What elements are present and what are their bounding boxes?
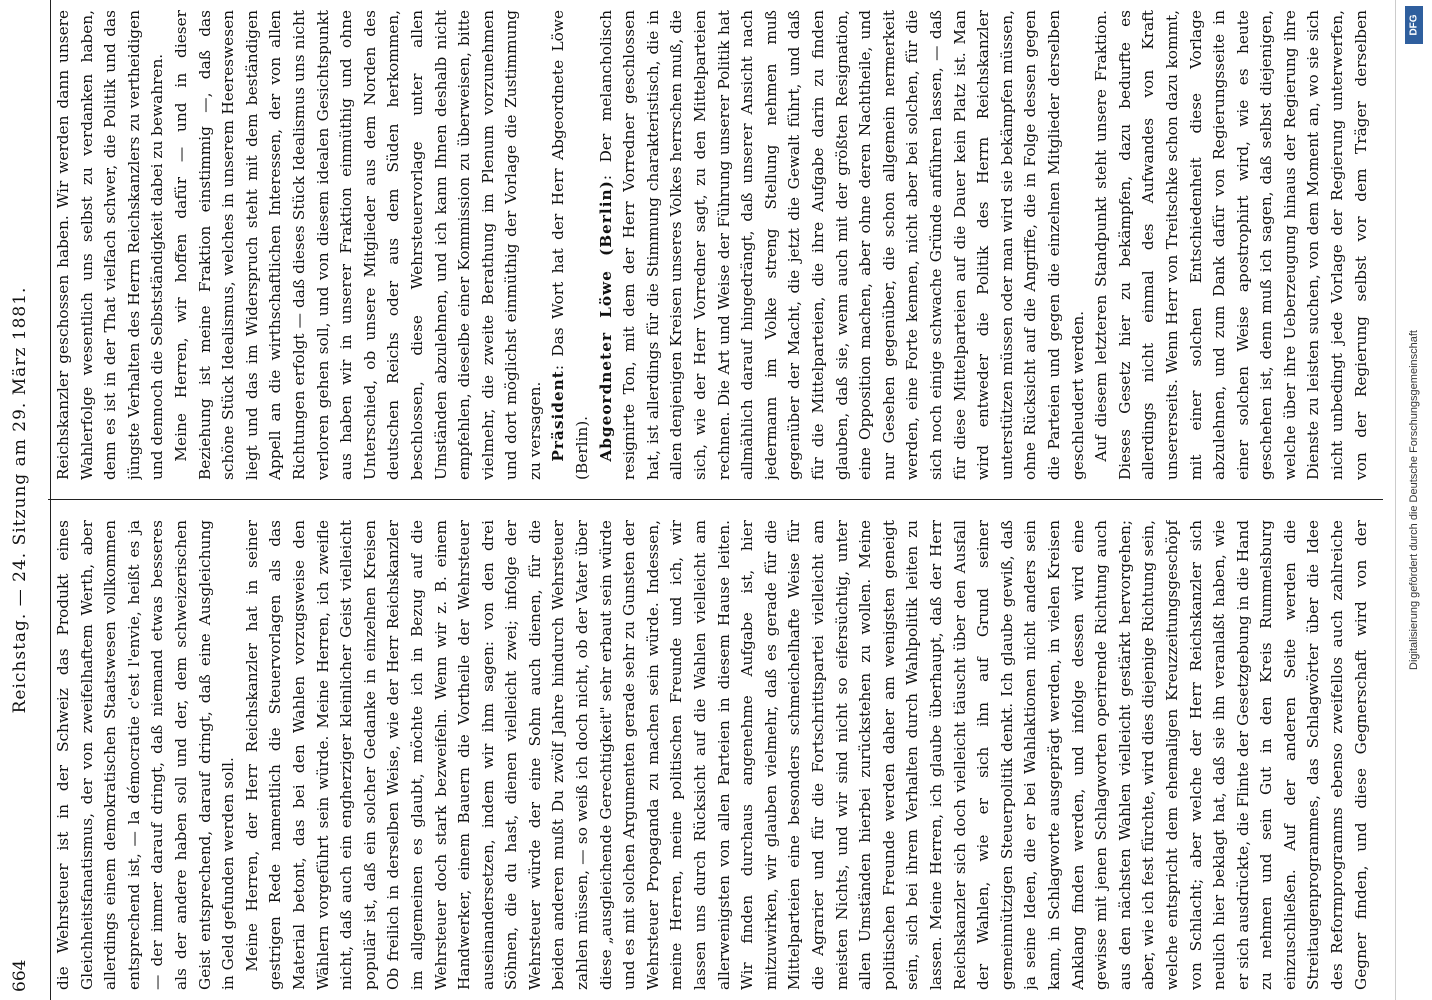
funding-credit: Digitalisierung gefördert durch die Deutsche Forschungsgemeinschaft	[1408, 330, 1420, 670]
paragraph-text: : Der melancholisch resignirte Ton, mit dem der Herr Vorredner geschlossen hat, ist allerdings für die Stimmung charakteristisch, die in allen denjenigen Kreisen unseres Volkes herrschen muß, die sich, wie der Herr Vorredner sagt, zu den Mittelparteien rechnen. Die Art und Weise der Führung unserer Politik hat allmählich darauf hingedrängt, daß unserer Ansicht nach jedermann im Volke streng Stellung nehmen muß gegenüber der Macht, die jetzt die Gewalt führt, und daß für die Mittelparteien, die ihre Aufgabe darin zu finden glauben, daß sie, wenn auch mit der größten Resignation, eine Opposition machen, aber ohne deren Nachtheile, und nur Gesehen gegenüber, die schon allgemein nermerkeit werden, eine Forte kennen, nicht aber bei solchen, für die sich noch einige schwache Gründe anführen lassen, — daß für diese Mittelparteien auf die Dauer kein Platz ist. Man wird entweder die Politik des Herrn Reichskanzler unterstützen müssen oder man wird sie bekämpfen müssen, ohne Rücksicht auf die Angriffe, die in Folge dessen gegen die Parteien und gegen die einzelnen Mitglieder derselben geschleudert werden.	[596, 10, 1087, 480]
paragraph	[241, 520, 1377, 990]
page-number: 664	[10, 959, 30, 992]
paragraph-text: die Wehrsteuer ist in der Schweiz das Produkt eines Gleichheitsfanatismus, der von zweifelhaftem Werth, aber allerdings einem demokratischen Staatswesen vollkommen entsprechend ist, — la démocratie c'est l'envie, heißt es ja — der immer darauf dringt, daß niemand etwas besseres als der andere haben soll und der, dem schweizerischen Geist entsprechend, darauf dringt, daß eine Ausgleichung in Geld gefunden werden soll.	[54, 520, 238, 990]
dfg-logo	[1405, 6, 1423, 44]
paragraph	[52, 520, 241, 990]
paragraph	[595, 10, 1090, 480]
page-header	[6, 0, 46, 1000]
paragraph-text: Meine Herren, wir hoffen dafür — und in dieser Beziehung ist meine Fraktion einstimmig —, daß das schöne Stück Idealismus, welches in unserem Heereswesen liegt und das im Widerspruch steht mit dem beständigen Appell an die wirthschaftlichen Interessen, der von allen Richtungen erfolgt — daß dieses Stück Idealismus uns nicht verloren gehen soll, und von diesem idealen Gesichtspunkt aus haben wir in unserer Fraktion einmüthig und ohne Unterschied, ob unsere Mitglieder aus dem Norden des deutschen Reichs oder aus dem Süden herkommen, beschlossen, diese Wehrsteuervorlage unter allen Umständen abzulehnen, und ich kann Ihnen deshalb nicht empfehlen, dieselbe einer Kommission zu überweisen, bitte vielmehr, die zweite Berathung im Plenum vorzunehmen und dort möglichst einmüthig der Vorlage die Zustimmung zu versagen.	[171, 10, 544, 480]
speaker-name: Präsident	[549, 370, 568, 462]
digitization-sidebar	[1395, 0, 1432, 1000]
dfg-logo-text: DFG	[1408, 14, 1420, 36]
paragraph	[1090, 10, 1377, 480]
paragraph	[170, 10, 548, 480]
paragraph	[52, 10, 170, 480]
right-column	[52, 10, 1377, 480]
left-column	[52, 520, 1377, 990]
header-rule	[50, 0, 51, 1000]
paragraph	[547, 10, 594, 480]
column-rule	[48, 499, 1383, 500]
paragraph-text: Auf diesem letzteren Standpunkt steht unsere Fraktion. Dieses Gesetz hier zu bekämpfen, dazu bedurfte es allerdings nicht einmal des Aufwandes von Kraft unsererseits. Wenn Herr von Treitschke schon dazu kommt, mit einer solchen Entschiedenheit diese Vorlage abzulehnen, und zum Dank dafür von Regierungsseite in einer solchen Weise apostrophirt wird, wie es heute geschehen ist, denn muß ich sagen, daß selbst diejenigen, welche über ihre Ueberzeugung hinaus der Regierung ihre Dienste zu leisten suchen, von dem Moment an, wo sie sich nicht unbedingt jede Vorlage der Regierung unterwerfen, von der Regierung selbst vor dem Träger derselben	[1092, 10, 1370, 480]
paragraph-text: : Das Wort hat der Herr Abgeordnete Löwe (Berlin).	[549, 10, 592, 480]
speaker-name: Abgeordneter Löwe (Berlin)	[596, 180, 615, 462]
paragraph-text: Meine Herren, der Herr Reichskanzler hat in seiner gestrigen Rede namentlich die Steuervorlagen als das Material betont, das bei den Wahlen vorzugsweise den Wählern vorgeführt sein würde. Meine Herren, ich zweifle nicht, daß auch ein engherziger kleinlicher Geist vielleicht populär ist, daß ein solcher Gedanke in einzelnen Kreisen Ob freilich in derselben Weise, wie der Herr Reichskanzler im allgemeinen es glaubt, möchte ich in Bezug auf die Wehrsteuer doch stark bezweifeln. Wenn wir z. B. einem Handwerker, einem Bauern die Vortheile der Wehrsteuer auseinandersetzen, indem wir ihm sagen: von den drei Söhnen, die du hast, dienen vielleicht zwei; infolge der Wehrsteuer würde der eine Sohn auch dienen, für die beiden anderen mußt Du zwölf Jahre hindurch Wehrsteuer zahlen müssen, — so weiß ich doch nicht, ob der Vater über diese „ausgleichende Gerechtigkeit" sehr erbaut sein würde und es mit solchen Argumenten gerade sehr zu Gunsten der Wehrsteuer Propaganda zu machen sein würde. Indessen, meine Herren, meine politischen Freunde und ich, wir lassen uns durch Rücksicht auf die Wahlen vielleicht am allerwenigsten von allen Parteien in diesem Hause leiten. Wir finden durchaus angenehme Aufgabe ist, hier mitzuwirken, wir glauben vielmehr, daß es gerade für die Mittelparteien eine besonders schmeichelhafte Weise für die Agrarier und für die Fortschrittspartei vielleicht am meisten Nichts, und wir sind nicht so eifersüchtig, unter allen Umständen hierbei zurückstehen zu wollen. Meine politischen Freunde werden daher am wenigsten geneigt sein, sich bei ihrem Verhalten durch Wahlpolitik leiten zu lassen. Meine Herren, ich glaube überhaupt, daß der Herr Reichskanzler sich doch vielleicht täuscht über den Ausfall der Wahlen, wie er sich ihn auf Grund seiner gemeinnützigen Steuerpolitik denkt. Ich glaube gewiß, daß ja seine Ideen, die er bei Wahlaktionen nicht anders sein kann, in Schlagworte ausgeprägt werden, in vielen Kreisen Anklang finden werden, und infolge dessen wird eine gewisse mit jenen Schlagworten operirende Richtung auch aus den nächsten Wahlen vielleicht gestärkt hervorgehen; aber, wie ich fest fürchte, wird dies diejenige Richtung sein, welche entspricht dem ehemaligen Kreuzzeitungsgeschöpf von Schlacht; aber welche der Herr Reichskanzler sich neulich hier beklagt hat, daß sie ihn veranlaßt haben, wie er sich ausdrückte, die Flinte der Gesetzgebung in die Hand zu nehmen und sein Gut in den Kreis Rummelsburg einzuschließen. Auf der anderen Seite werden die Streitaugenprogrammes, das Schlagwörter über die Idee des Reformprogramms ebenso zweifellos auch zahlreiche Gegner finden, und diese Gegnerschaft wird von der	[242, 520, 1370, 990]
running-title: Reichstag. — 24. Sitzung am 29. März 1881.	[10, 286, 30, 714]
paragraph-text: Reichskanzler geschossen haben. Wir werden dann unsere Wahlerfolge wesentlich uns selbst zu verdanken haben, denn es ist in der That vielfach schwer, die Politik und das jüngste Verhalten des Herrn Reichskanzlers zu vertheidigen und dennoch die Selbstständigkeit dabei zu bewahren.	[54, 10, 167, 480]
